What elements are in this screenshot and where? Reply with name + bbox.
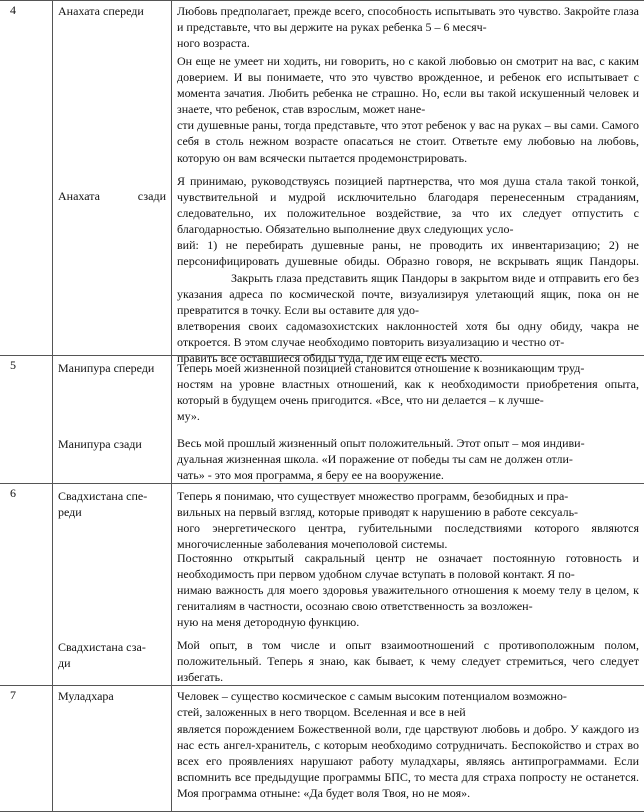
table-row-7 [0, 685, 644, 812]
text-anahata-front-p2: Он еще не умеет ни ходить, ни говорить, но с какой любовью он смотрит на вас, с каким доверием. И вы понимаете, что это чувство врожденное, и ребенок его испытывает с момента зачатия. Любить ребенка не страшно. Но, если вы такой искушенный человек и знаете, что ребенок, став взрослым, может нане- сти душевные раны, тогда представьте, что этот ребенок у вас на руках – вы сами. Самого себя в столь нежном возрасте опасаться не стоит. Ответьте ему любовью на любовь, которую он вам всячески пытается продемонстрировать. [177, 54, 639, 165]
text-svadhisthana-front-p1: Теперь я понимаю, что существует множество программ, безобидных и пра- вильных на первый взгляд, которые приводят к нарушению в работе сексуаль- ного энергетического центра, губительными последствиями которого являются многочисленные заболевания мочеполовой системы. [177, 489, 639, 552]
text-muladhara-part2: является порождением Божественной воли, где царствуют любовь и добро. У каждого из нас есть ангел-хранитель, с которым необходимо сотрудничать. Беспокойство и страх во всех его проявлениях нарушают работу муладхары, являясь антипрограммами. Если вспомнить все предыдущие программы БПС, то места для страха попросту не останется. Моя программа отныне: «Да будет воля Твоя, но не моя». [177, 722, 639, 801]
text-svadhisthana-back: Мой опыт, в том числе и опыт взаимоотношений с противоположным полом, положительный. Теперь я знаю, как бывает, к чему следует стремиться, чего следует избегать. [177, 638, 639, 685]
table-row-6 [0, 483, 644, 686]
text-muladhara-part1: Человек – существо космическое с самым высоким потенциалом возможно- стей, заложенных в него творцом. Вселенная и все в ней [177, 689, 567, 720]
row-number: 5 [10, 358, 16, 372]
column-divider [171, 686, 172, 811]
chakra-label-anahata-back: Анахата сзади [58, 189, 166, 203]
column-divider [171, 356, 172, 484]
row-number: 4 [10, 3, 16, 17]
column-divider [52, 484, 53, 686]
chakra-label-svadhisthana-front: Свадхистана спе- реди [58, 489, 148, 519]
chakra-label-manipura-back: Манипура сзади [58, 437, 142, 451]
chakra-label-muladhara: Муладхара [58, 689, 114, 703]
text-part: Я принимаю, руководствуясь позицией партнерства, что моя душа стала такой тонкой, чувствительной и мудрой исключительно благодаря перенесенным страданиям, следовательно, их положительное воздействие, за что их следует отпустить с благодарностью. Обязательно выполнение двух следующих усло- вий: 1) не перебирать душевные раны, не проводить их инвентаризацию; 2) не персонифицировать душевные обиды. Образно говоря, не вскрывать ящик Пандоры. [177, 174, 639, 269]
text-anahata-back [177, 173, 639, 366]
column-divider [171, 484, 172, 686]
text-svadhisthana-front-p2: Постоянно открытый сакральный центр не означает постоянную готовность и необходимость при первом удобном случае вступать в половой контакт. Я по- нимаю важность для моего здоровья уважительного отношения к моему телу в целом, к гениталиям в частности, осознаю свою ответственность за возложен- ную на меня детородную функцию. [177, 551, 639, 630]
column-divider [52, 686, 53, 811]
text-anahata-front-p1 [177, 3, 639, 51]
column-divider [52, 1, 53, 356]
row-number: 6 [10, 486, 16, 500]
table-row-4 [0, 0, 644, 366]
text-part: Закрыть глаза представить ящик Пандоры в закрытом виде и отправить его без указания адреса по космической почте, визуализируя улетающий ящик, пока он не превратится в точку. Если вы оставите для удо- влетворения своих садомазохистских наклонностей хотя бы одну обиду, чакра не откроется. В этом случае необходимо повторить визуализацию и честно от- править все оставшиеся обиды туда, где им еще есть место. [177, 270, 639, 366]
table-row-5 [0, 355, 644, 484]
text-part: Любовь предполагает, прежде всего, способность испытывать это чувство. Закройте глаза и представьте, что вы держите на руках ребенка [177, 4, 639, 35]
text-manipura-front: Теперь моей жизненной позицией становится отношение к возникающим труд- ностям на уровне властных отношений, как к необходимости приобретения опыта, который в будущем очень пригодится. «Все, что ни делается – к лучше- му». [177, 361, 639, 424]
chakra-label-manipura-front: Манипура спереди [58, 361, 155, 375]
chakra-label-svadhisthana-back: Свадхистана сза- ди [58, 640, 146, 670]
column-divider [171, 1, 172, 356]
column-divider [52, 356, 53, 484]
text-part: 5 – 6 месяч- ного возраста. [177, 20, 487, 51]
row-number: 7 [10, 688, 16, 702]
chakra-label-anahata-front: Анахата спереди [58, 4, 144, 18]
text-manipura-back: Весь мой прошлый жизненный опыт положительный. Этот опыт – моя индиви- дуальная жизненная школа. «И поражение от победы ты сам не должен отли- чать» - это моя программа, я беру ее на вооружение. [177, 436, 585, 483]
